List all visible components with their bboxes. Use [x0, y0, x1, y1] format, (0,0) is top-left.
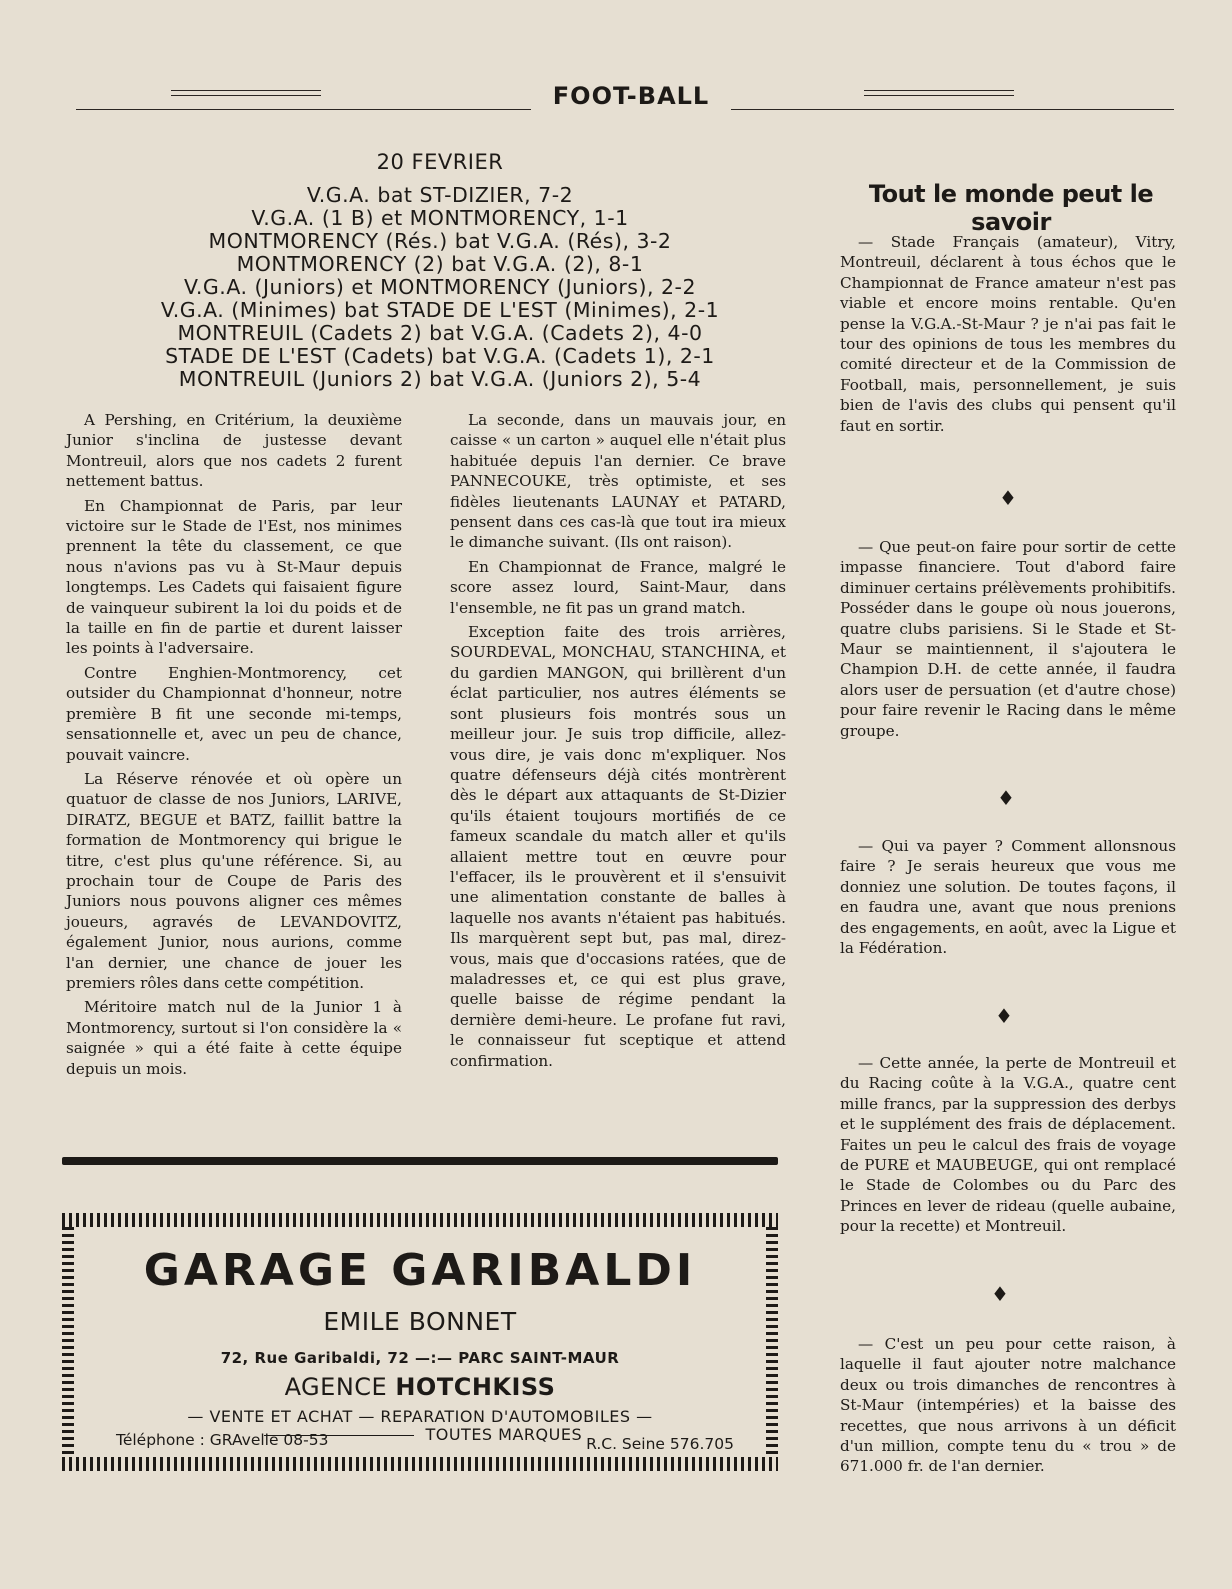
diamond-ornament: ♦: [991, 1282, 1009, 1306]
separator-bar: [62, 1157, 778, 1165]
result-line: V.G.A. (1 B) et MONTMORENCY, 1-1: [251, 206, 629, 230]
diamond-ornament: ♦: [999, 486, 1017, 510]
ad-address: 72, Rue Garibaldi, 72 —:— PARC SAINT-MAUR: [220, 1349, 620, 1367]
ad-border-bottom: [62, 1457, 778, 1471]
ad-content: [76, 1227, 764, 1457]
sidebar-text: — Qui va payer ? Comment allonsnous faire ? Je serais heureux que vous me donniez une solution. De toutes façons, il en faudra une, avant que nous prenions des engagements, en août, avec la Ligue et la Fédération.: [840, 837, 1176, 958]
article-column-2: [450, 410, 786, 1075]
sidebar-paragraph: [840, 537, 1176, 741]
article-paragraph: La seconde, dans un mauvais jour, en caisse « un carton » auquel elle n'était plus habituée depuis l'an dernier. Ce brave PANNECOUKE, très optimiste, et ses fidèles lieutenants LAUNAY et PATARD, pensent dans ces cas-là que tout ira mieux le dimanche suivant. (Ils ont raison).: [450, 411, 786, 552]
diamond-ornament: ♦: [997, 786, 1015, 810]
header-rule-left: [171, 90, 321, 91]
ad-marques-text: TOUTES MARQUES: [425, 1425, 583, 1444]
ad-border-left: [62, 1227, 74, 1457]
article-paragraph: La Réserve rénovée et où opère un quatuor de classe de nos Juniors, LARIVE, DIRATZ, BEGUE et BATZ, faillit battre la formation de Montmorency qui brigue le titre, c'est plus qu'une référence. Si, au prochain tour de Coupe de Paris des Juniors nous pouvons aligner ces mêmes joueurs, agravés de LEVANDOVITZ, également Junior, nous aurions, comme l'an dernier, une chance de jouer les premiers rôles dans cette compétition.: [66, 769, 402, 992]
ad-registration: R.C. Seine 576.705: [586, 1435, 734, 1453]
result-line: V.G.A. (Minimes) bat STADE DE L'EST (Minimes), 2-1: [160, 298, 720, 322]
article-paragraph: Exception faite des trois arrières, SOURDEVAL, MONCHAU, STANCHINA, et du gardien MANGON, qui brillèrent d'un éclat particulier, nos autres éléments se sont plusieurs fois montrés sous un meilleur jour. Je suis trop difficile, allez-vous dire, je vais donc m'expliquer. Nos quatre défenseurs déjà cités montrèrent dès le départ aux attaquants de St-Dizier qu'ils étaient toujours mortifiés de ce fameux scandale du match aller et qu'ils allaient mettre tout en œuvre pour l'effacer, ils le prouvèrent et il s'ensuivit une alimentation constante de balles à laquelle nos avants n'étaient pas habitués. Ils marquèrent sept but, pas mal, direz-vous, mais que d'occasions ratées, que de maladresses et, ce qui est plus grave, quelle baisse de régime pendant la dernière demi-heure. Le profane fut ravi, le connaisseur fut sceptique et attend confirmation.: [450, 623, 786, 1070]
ad-agency-brand: HOTCHKISS: [395, 1373, 556, 1401]
advertisement: [62, 1213, 778, 1471]
sidebar-title: Tout le monde peut le savoir: [868, 180, 1154, 236]
sidebar-paragraph: [840, 232, 1176, 436]
article-paragraph: A Pershing, en Critérium, la deuxième Junior s'inclina de justesse devant Montreuil, alors que nos cadets 2 furent nettement battus.: [66, 411, 402, 491]
ad-business-name: GARAGE GARIBALDI: [143, 1245, 697, 1296]
sidebar-text: — C'est un peu pour cette raison, à laquelle il faut ajouter notre malchance deux ou trois dimanches de rencontres à St-Maur (intempéries) et la baisse des recettes, que nous arrivons à un déficit d'un million, compte tenu du « trou » de 671.000 fr. de l'an dernier.: [840, 1335, 1176, 1476]
sidebar-paragraph: [840, 1334, 1176, 1477]
ad-services: — VENTE ET ACHAT — REPARATION D'AUTOMOBILES —: [187, 1407, 653, 1426]
ad-agency: [76, 1373, 764, 1401]
result-line: MONTMORENCY (2) bat V.G.A. (2), 8-1: [236, 252, 644, 276]
result-line: V.G.A. (Juniors) et MONTMORENCY (Juniors), 2-2: [184, 275, 696, 299]
result-line: STADE DE L'EST (Cadets) bat V.G.A. (Cadets 1), 2-1: [165, 344, 715, 368]
result-line: MONTREUIL (Cadets 2) bat V.G.A. (Cadets 2), 4-0: [177, 321, 703, 345]
result-line: MONTREUIL (Juniors 2) bat V.G.A. (Juniors 2), 5-4: [178, 367, 702, 391]
sidebar-paragraph: [840, 1053, 1176, 1237]
header-rule-left: [171, 95, 321, 96]
header-rule-right: [864, 95, 1014, 96]
article-column-1: [66, 410, 402, 1083]
ad-agency-prefix: AGENCE: [284, 1373, 388, 1401]
article-paragraph: En Championnat de Paris, par leur victoire sur le Stade de l'Est, nos minimes prennent la tête du classement, ce que nous n'avions pas vu à St-Maur depuis longtemps. Les Cadets qui faisaient figure de vainqueur subirent la loi du poids et de la taille en fin de partie et durent laisser les points à l'adversaire.: [66, 496, 402, 658]
diamond-ornament: ♦: [995, 1004, 1013, 1028]
header-rule-right: [864, 90, 1014, 91]
page-header: [76, 80, 1174, 116]
results-date: 20 FEVRIER: [376, 150, 504, 174]
sidebar-text: — Que peut-on faire pour sortir de cette impasse financiere. Tout d'abord faire diminuer certains prélèvements prohibitifs. Posséder dans le goupe où nous jouerons, quatre clubs parisiens. Si le Stade et St-Maur se maintiennent, il s'ajoutera le Champion D.H. de cette année, il faudra alors user de persuation (et d'autre chose) pour faire revenir le Racing dans le même groupe.: [840, 538, 1176, 740]
article-paragraph: Méritoire match nul de la Junior 1 à Montmorency, surtout si l'on considère la « saignée » qui a été faite à cette équipe depuis un mois.: [66, 998, 402, 1078]
section-title: FOOT-BALL: [531, 82, 731, 110]
ad-owner: EMILE BONNET: [323, 1307, 517, 1336]
ad-border-right: [766, 1227, 778, 1457]
article-paragraph: En Championnat de France, malgré le score assez lourd, Saint-Maur, dans l'ensemble, ne fit pas un grand match.: [450, 557, 786, 617]
match-results: [60, 150, 820, 391]
sidebar-text: — Stade Français (amateur), Vitry, Montreuil, déclarent à tous échos que le Championnat de France amateur n'est pas viable et encore moins rentable. Qu'en pense la V.G.A.-St-Maur ? je n'ai pas fait le tour des opinions de tous les membres du comité directeur et de la Commission de Football, mais, personnellement, je suis bien de l'avis des clubs qui pensent qu'il faut en sortir.: [840, 233, 1176, 435]
ad-phone: Téléphone : GRAvelle 08-53: [116, 1431, 329, 1449]
article-paragraph: Contre Enghien-Montmorency, cet outsider du Championnat d'honneur, notre première B fit une seconde mi-temps, sensationnelle et, avec un peu de chance, pouvait vaincre.: [66, 663, 402, 764]
result-line: MONTMORENCY (Rés.) bat V.G.A. (Rés), 3-2: [208, 229, 672, 253]
sidebar-text: — Cette année, la perte de Montreuil et du Racing coûte à la V.G.A., quatre cent mille francs, par la suppression des derbys et le supplément des frais de déplacement. Faites un peu le calcul des frais de voyage de PURE et MAUBEUGE, qui ont remplacé le Stade de Colombes ou du Parc des Princes en lever de rideau (quelle aubaine, pour la recette) et Montreuil.: [840, 1054, 1176, 1236]
ad-border-top: [62, 1213, 778, 1227]
sidebar-paragraph: [840, 836, 1176, 958]
result-line: V.G.A. bat ST-DIZIER, 7-2: [306, 183, 574, 207]
